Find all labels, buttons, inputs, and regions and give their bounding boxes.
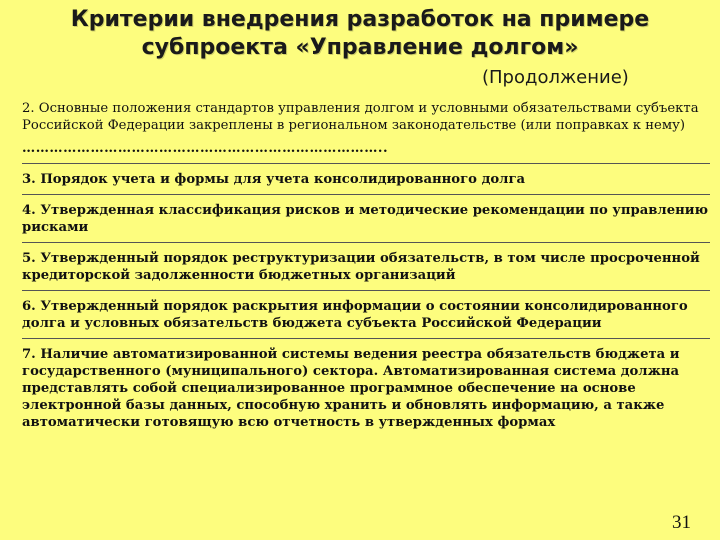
- criterion-item-6: 6. Утвержденный порядок раскрытия информации о состоянии консолидированного долга и условных обязательств бюджета субъекта Российской Федерации: [22, 299, 688, 331]
- criterion-item-5: 5. Утвержденный порядок реструктуризации обязательств, в том числе просроченной кредиторской задолженности бюджетных организаций: [22, 251, 700, 283]
- criterion-item-7: 7. Наличие автоматизированной системы ведения реестра обязательств бюджета и государственного (муниципального) сектора. Автоматизированная система должна представлять собой специализированное программное обеспечение на основе электронной базы данных, способную хранить и обновлять информацию, а также автоматически готовящую всю отчетность в утвержденных формах: [22, 347, 680, 430]
- criteria-list: [22, 100, 710, 431]
- criterion-item-2: 2. Основные положения стандартов управления долгом и условными обязательствами субъекта Российской Федерации закреплены в региональном законодательстве (или поправках к нему): [22, 101, 699, 133]
- slide-subtitle: (Продолжение): [482, 67, 629, 88]
- divider: [22, 163, 710, 164]
- ellipsis-line: ……………………………………………………………………..: [22, 141, 389, 156]
- divider: [22, 290, 710, 291]
- slide-title-line-2: субпроекта «Управление долгом»: [141, 35, 579, 60]
- criterion-item-4: 4. Утвержденная классификация рисков и методические рекомендации по управлению рисками: [22, 203, 709, 235]
- page-number: 31: [672, 512, 691, 533]
- divider: [22, 338, 710, 339]
- divider: [22, 242, 710, 243]
- slide-title-line-1: Критерии внедрения разработок на примере: [70, 7, 650, 32]
- slide-title: [0, 6, 720, 62]
- divider: [22, 194, 710, 195]
- criterion-item-3: 3. Порядок учета и формы для учета консолидированного долга: [22, 172, 526, 187]
